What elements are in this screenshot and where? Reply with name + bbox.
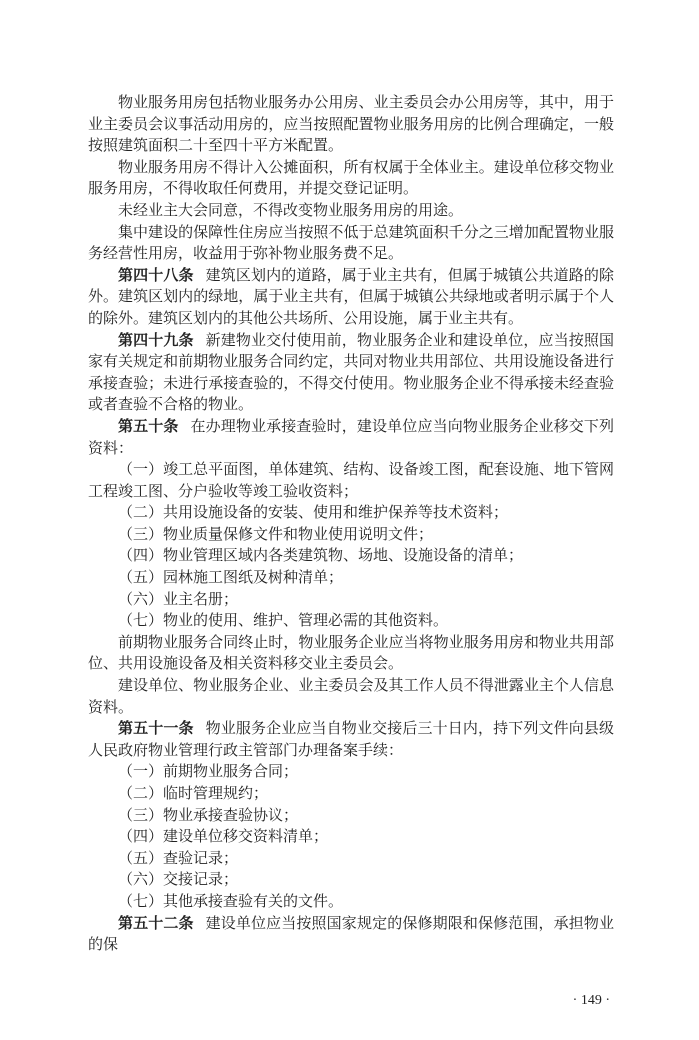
paragraph-text: （三）物业质量保修文件和物业使用说明文件； bbox=[118, 524, 434, 543]
paragraph bbox=[88, 632, 614, 675]
article-heading: 第四十九条 bbox=[118, 330, 194, 349]
paragraph bbox=[88, 524, 614, 546]
paragraph-text: 集中建设的保障性住房应当按照不低于总建筑面积千分之三增加配置物业服务经营性用房，收益用于弥补物业服务费不足。 bbox=[88, 222, 614, 263]
paragraph bbox=[88, 157, 614, 200]
paragraph bbox=[88, 589, 614, 611]
paragraph bbox=[88, 805, 614, 827]
document-body bbox=[88, 92, 614, 956]
paragraph-text: 未经业主大会同意，不得改变物业服务用房的用途。 bbox=[118, 200, 464, 219]
article-heading: 第五十条 bbox=[118, 416, 179, 435]
paragraph bbox=[88, 222, 614, 265]
paragraph-text: （七）其他承接查验有关的文件。 bbox=[118, 891, 344, 910]
paragraph-text: （一）竣工总平面图，单体建筑、结构、设备竣工图，配套设施、地下管网工程竣工图、分户验收等竣工验收资料； bbox=[88, 460, 614, 500]
article-paragraph bbox=[88, 913, 614, 956]
paragraph bbox=[88, 502, 614, 524]
article-paragraph bbox=[88, 330, 614, 416]
paragraph-text: 前期物业服务合同终止时，物业服务企业应当将物业服务用房和物业共用部位、共用设施设备及相关资料移交业主委员会。 bbox=[88, 632, 614, 673]
article-paragraph bbox=[88, 265, 614, 330]
paragraph bbox=[88, 783, 614, 805]
paragraph-text: 建设单位、物业服务企业、业主委员会及其工作人员不得泄露业主个人信息资料。 bbox=[88, 676, 614, 716]
paragraph-text: 新建物业交付使用前，物业服务企业和建设单位，应当按照国家有关规定和前期物业服务合同约定，共同对物业共用部位、共用设施设备进行承接查验；未进行承接查验的，不得交付使用。物业服务企业不得承接未经查验或者查验不合格的物业。 bbox=[88, 330, 614, 414]
page-number: · 149 · bbox=[572, 992, 610, 1008]
paragraph-text: （五）查验记录； bbox=[118, 848, 239, 867]
paragraph-text: （六）交接记录； bbox=[118, 870, 239, 889]
paragraph-text: 在办理物业承接查验时，建设单位应当向物业服务企业移交下列资料： bbox=[88, 416, 614, 457]
paragraph-text: 物业服务企业应当自物业交接后三十日内，持下列文件向县级人民政府物业管理行政主管部门办理备案手续： bbox=[88, 719, 614, 759]
paragraph-text: （五）园林施工图纸及树种清单； bbox=[118, 568, 344, 587]
paragraph bbox=[88, 891, 614, 913]
paragraph-text: 物业服务用房包括物业服务办公用房、业主委员会办公用房等，其中，用于业主委员会议事活动用房的，应当按照配置物业服务用房的比例合理确定，一般按照建筑面积二十至四十平方米配置。 bbox=[88, 93, 614, 155]
article-heading: 第五十一条 bbox=[118, 719, 194, 738]
paragraph bbox=[88, 848, 614, 870]
paragraph-text: （一）前期物业服务合同； bbox=[118, 762, 299, 781]
article-heading: 第五十二条 bbox=[118, 913, 194, 932]
paragraph-text: （二）临时管理规约； bbox=[118, 784, 269, 802]
paragraph bbox=[88, 761, 614, 783]
paragraph-text: （三）物业承接查验协议； bbox=[118, 805, 299, 824]
paragraph bbox=[88, 826, 614, 848]
paragraph bbox=[88, 567, 614, 589]
paragraph bbox=[88, 200, 614, 222]
paragraph-text: 物业服务用房不得计入公摊面积，所有权属于全体业主。建设单位移交物业服务用房，不得收取任何费用，并提交登记证明。 bbox=[88, 157, 614, 198]
paragraph bbox=[88, 610, 614, 632]
paragraph-text: （四）建设单位移交资料清单； bbox=[118, 827, 329, 846]
paragraph bbox=[88, 459, 614, 502]
paragraph-text: （六）业主名册； bbox=[118, 589, 239, 608]
paragraph-text: （七）物业的使用、维护、管理必需的其他资料。 bbox=[118, 611, 449, 630]
paragraph bbox=[88, 675, 614, 718]
paragraph bbox=[88, 869, 614, 891]
article-paragraph bbox=[88, 416, 614, 459]
paragraph-text: （二）共用设施设备的安装、使用和维护保养等技术资料； bbox=[118, 503, 509, 522]
paragraph bbox=[88, 92, 614, 157]
article-heading: 第四十八条 bbox=[118, 265, 194, 284]
paragraph-text: 建筑区划内的道路，属于业主共有，但属于城镇公共道路的除外。建筑区划内的绿地，属于业主共有，但属于城镇公共绿地或者明示属于个人的除外。建筑区划内的其他公共场所、公用设施，属于业主共有。 bbox=[88, 265, 614, 327]
paragraph bbox=[88, 545, 614, 567]
paragraph-text: 建设单位应当按照国家规定的保修期限和保修范围，承担物业的保 bbox=[88, 913, 614, 954]
paragraph-text: （四）物业管理区域内各类建筑物、场地、设施设备的清单； bbox=[118, 546, 524, 565]
article-paragraph bbox=[88, 718, 614, 761]
